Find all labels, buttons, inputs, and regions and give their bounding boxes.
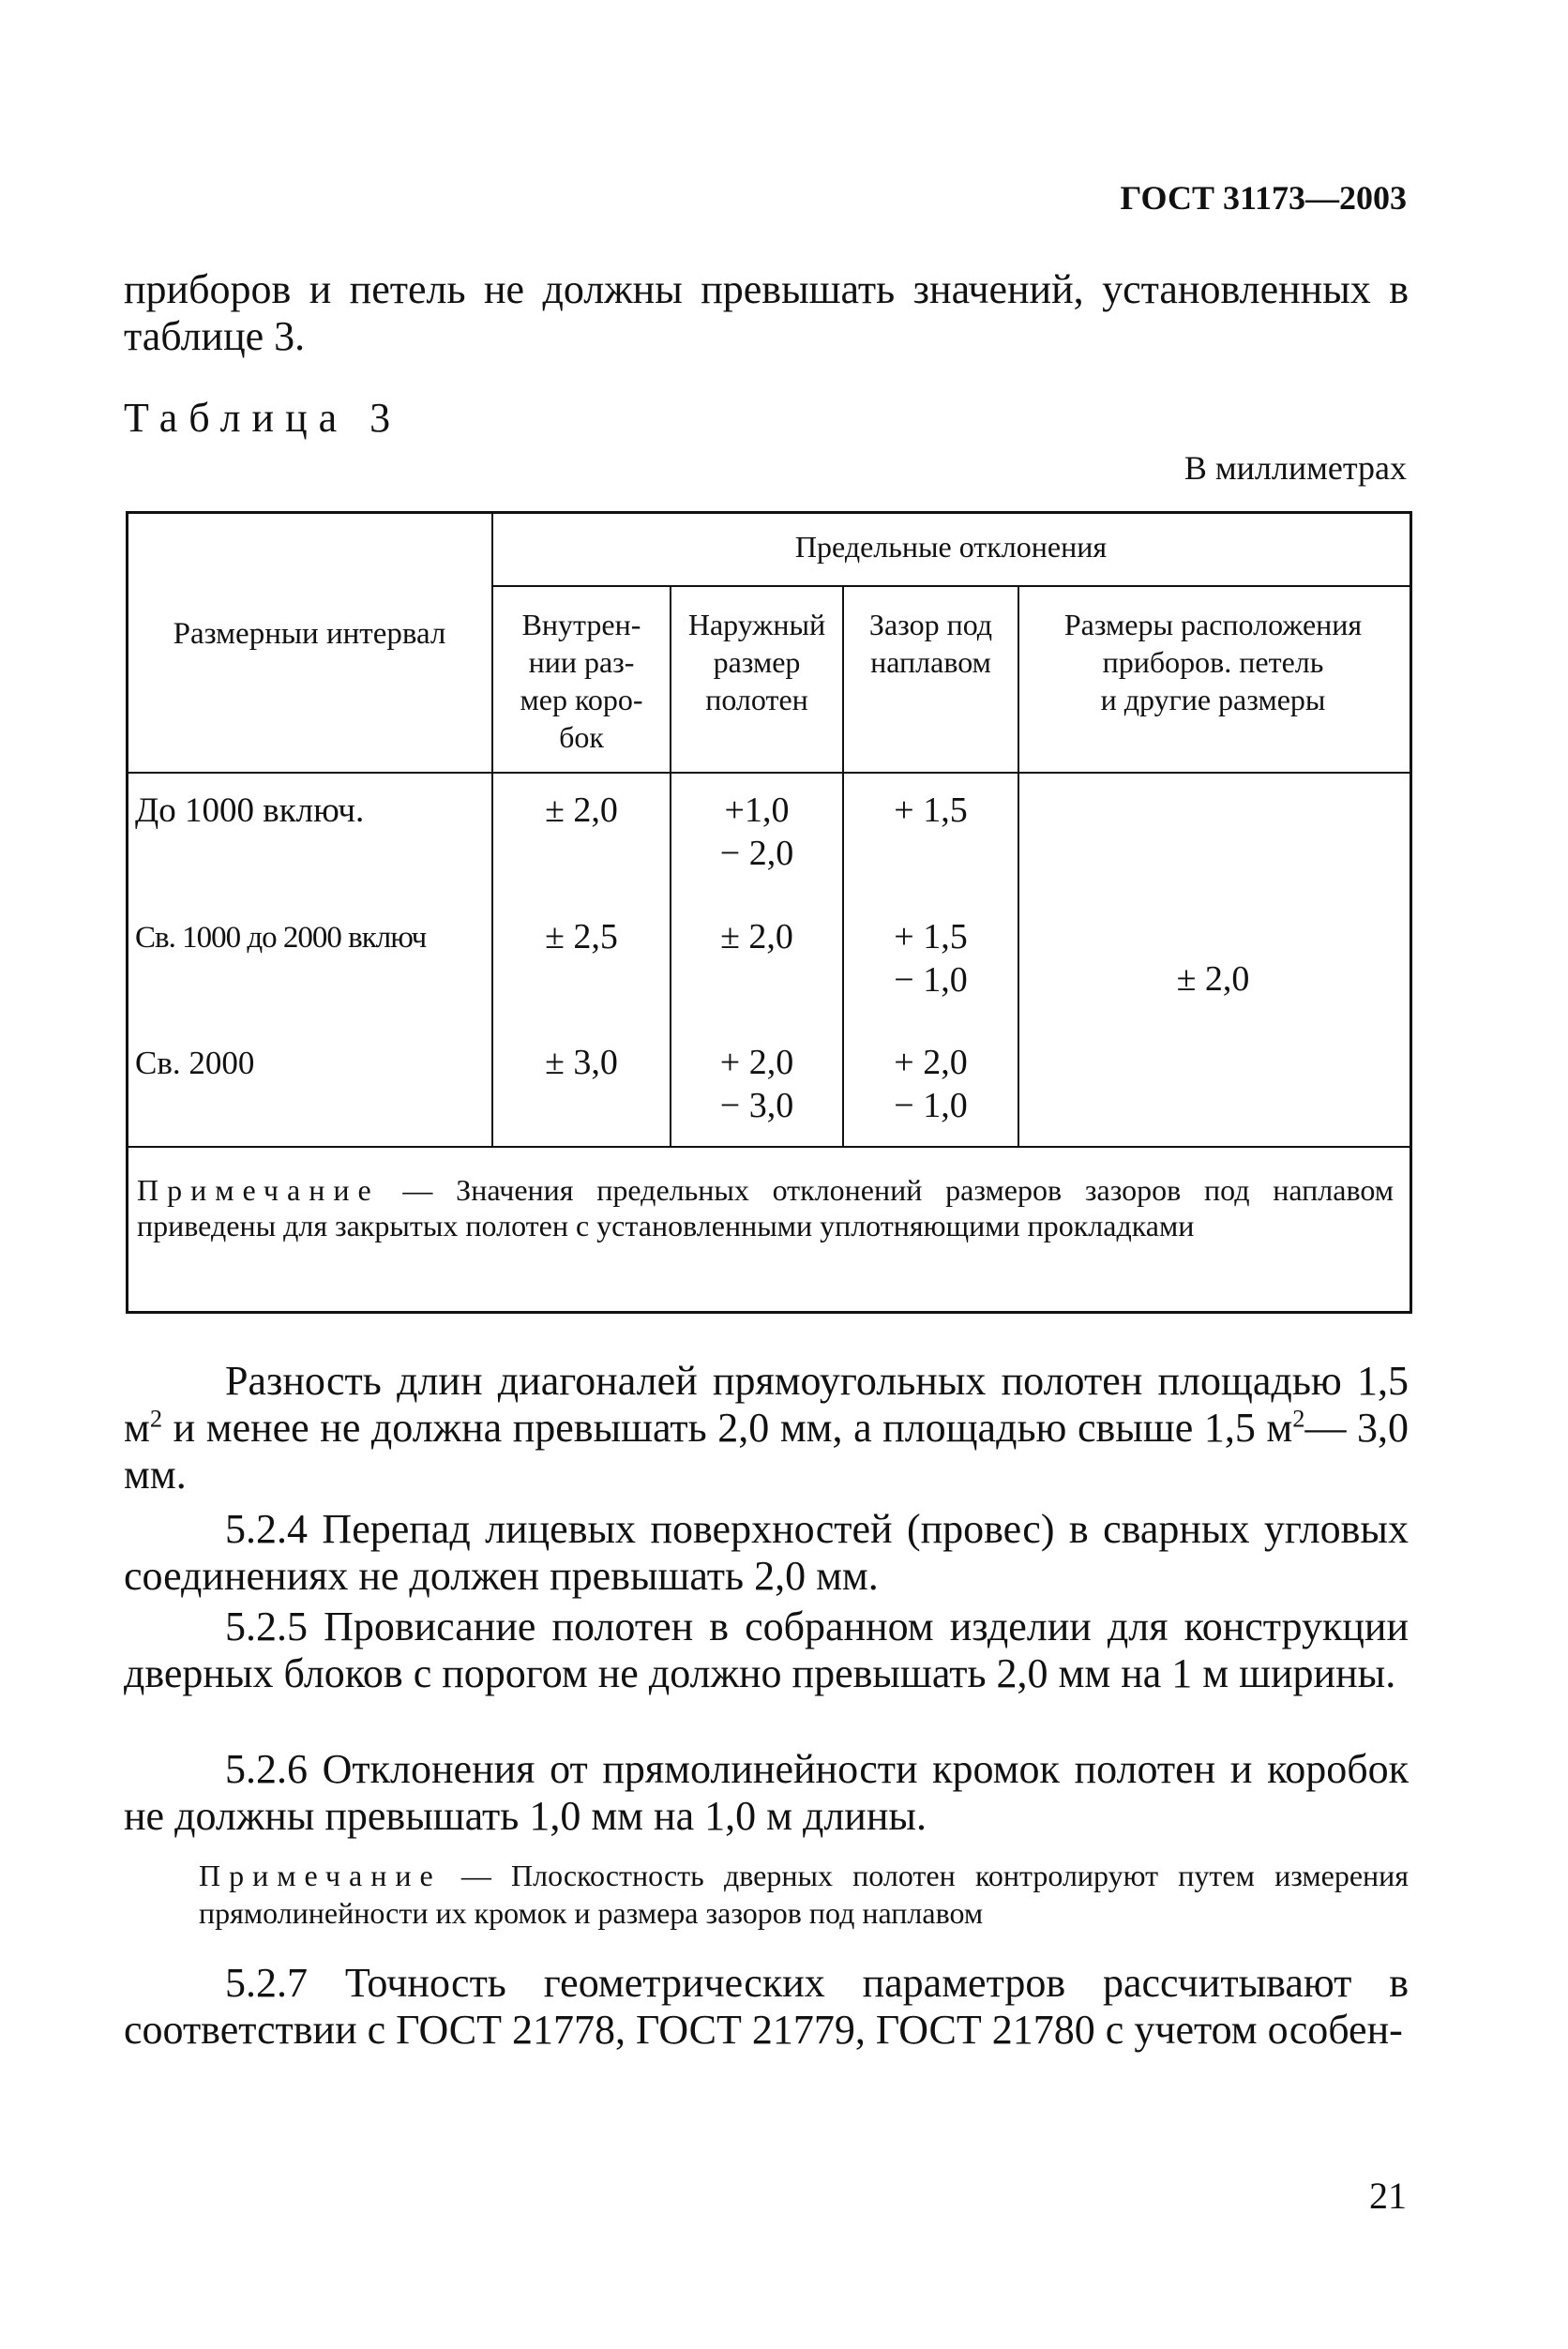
header-positions: Размеры расположения приборов. петель и другие размеры [1063, 608, 1363, 716]
table-cell-outer: ± 2,0 [720, 917, 793, 956]
intro-paragraph: приборов и петель не должны превышать значений, установленных в таблице 3. [124, 266, 1409, 359]
table-cell-gap: + 1,5 − 1,0 [894, 917, 968, 1000]
table-cell-positions: ± 2,0 [1176, 959, 1250, 999]
note-text: — Плоскостность дверных полотен контролируют путем измерения прямолинейности их кромок и размера зазоров под наплавом [199, 1859, 1409, 1930]
table-cell-outer: + 2,0 − 3,0 [719, 1043, 794, 1125]
page-number: 21 [1369, 2175, 1407, 2217]
document-code: ГОСТ 31173—2003 [1120, 179, 1407, 217]
table-caption: Таблица 3 [124, 395, 402, 441]
column-group-header: Предельные отклонения [794, 530, 1108, 564]
paragraph-5-2-5: 5.2.5 Провисание полотен в собранном изделии для конструкции дверных блоков с порогом не должно превышать 2,0 мм на 1 м ширины. [124, 1604, 1409, 1696]
table-row-interval: До 1000 включ. [135, 791, 365, 830]
header-outer-size: Наружный размер полотен [687, 608, 826, 716]
paragraph-5-2-6: 5.2.6 Отклонения от прямолинейности кромок полотен и коробок не должны превышать 1,0 мм на 1,0 м длины. [124, 1746, 1409, 1839]
paragraph-5-2-4: 5.2.4 Перепад лицевых поверхностей (провес) в сварных угловых соединениях не должен превышать 2,0 мм. [124, 1506, 1409, 1599]
paragraph-text: и менее не должна превышать 2,0 мм, а площадью свыше 1,5 м [162, 1405, 1293, 1451]
table-line [126, 1146, 1410, 1148]
table-row-interval: Св. 2000 [135, 1045, 255, 1081]
table-units: В миллиметрах [1184, 449, 1407, 487]
header-inner-size: Внутрен- нии раз- мер коро- бок [520, 608, 643, 754]
table-cell-inner: ± 3,0 [545, 1043, 618, 1082]
table-row-interval: Св. 1000 до 2000 включ [135, 921, 427, 955]
superscript: 2 [149, 1404, 163, 1433]
table-line [126, 772, 1410, 774]
table-cell-inner: ± 2,5 [545, 917, 618, 956]
note-text: — Значения предельных отклонений размеров зазоров под наплавом приведены для закрытых полотен с установленными уплотняющими прокладками [137, 1173, 1394, 1242]
table-line [491, 585, 1410, 587]
header-gap: Зазор под наплавом [868, 608, 993, 679]
paragraph-5-2-7: 5.2.7 Точность геометрических параметров рассчитывают в соответствии с ГОСТ 21778, ГОСТ 21779, ГОСТ 21780 с учетом особен- [124, 1960, 1409, 2053]
table-note [137, 1172, 1394, 1243]
superscript: 2 [1292, 1404, 1305, 1433]
paragraph-text: — 3,0 мм. [124, 1405, 1410, 1498]
header-interval: Размерныи интервал [173, 617, 446, 651]
table-cell-gap: + 2,0 − 1,0 [894, 1043, 968, 1125]
paragraph-text: Разность длин диагоналей прямоугольных полотен площадью 1,5 м [124, 1358, 1409, 1451]
note-label: Примечание [199, 1859, 442, 1892]
note-flatness [199, 1857, 1409, 1932]
table-cell-gap: + 1,5 [894, 791, 968, 830]
table-cell-inner: ± 2,0 [545, 791, 618, 830]
paragraph-diagonals [124, 1358, 1409, 1498]
note-label: Примечание [137, 1173, 380, 1207]
table-cell-outer: +1,0 − 2,0 [719, 791, 794, 873]
